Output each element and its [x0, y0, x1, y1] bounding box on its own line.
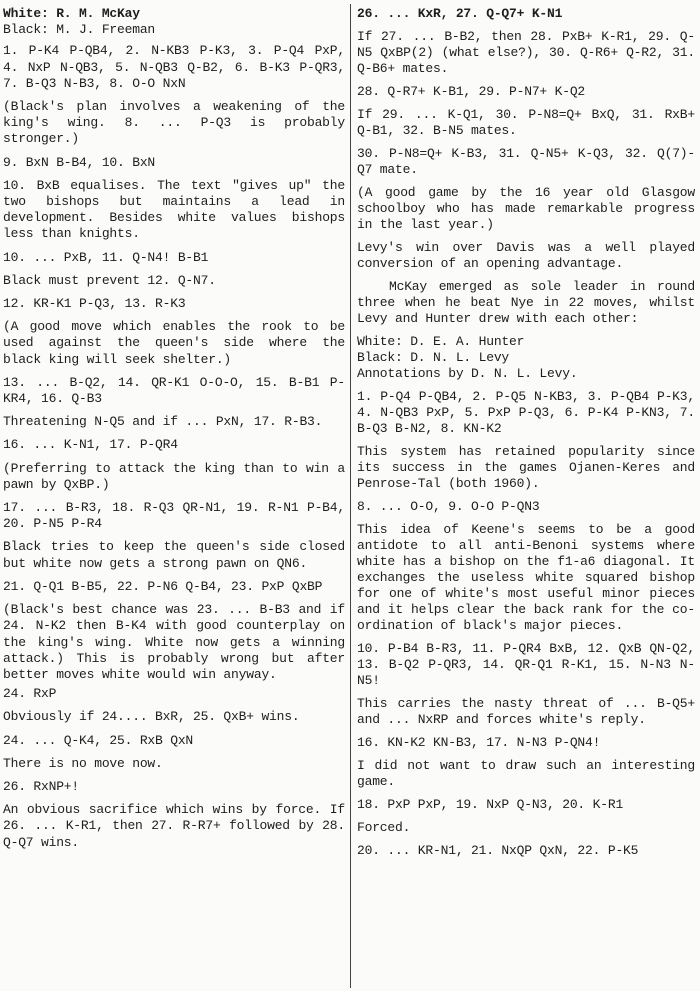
- right-paragraph-20: Forced.: [357, 820, 411, 835]
- right-paragraph-17: 16. KN-K2 KN-B3, 17. N-N3 P-QN4!: [357, 735, 601, 750]
- left-column: [3, 6, 345, 858]
- right-paragraph-12: This system has retained popularity since its success in the games Ojanen-Keres and Penrose-Tal (both 1960).: [357, 444, 695, 491]
- right-paragraph-1: If 27. ... B-B2, then 28. PxB+ K-R1, 29. Q-N5 QxBP(2) (what else?), 30. Q-R6+ Q-R2, 31. Q-B6+ mates.: [357, 29, 695, 76]
- left-paragraph-13: (Preferring to attack the king than to win a pawn by QxBP.): [3, 460, 345, 492]
- left-paragraph-17: (Black's best chance was 23. ... B-B3 and if 24. N-K2 then B-K4 with good counterplay on the king's wing. White now gets a winning attack.) This is probably wrong but after better moves white would win anyway.: [3, 602, 345, 682]
- left-paragraph-11: Threatening N-Q5 and if ... PxN, 17. R-B3.: [3, 414, 323, 430]
- column-divider: [350, 4, 351, 988]
- right-paragraph-21: 20. ... KR-N1, 21. NxQP QxN, 22. P-K5: [357, 843, 639, 858]
- right-paragraph-5: (A good game by the 16 year old Glasgow schoolboy who has made remarkable progress in the last year.): [357, 185, 695, 232]
- right-paragraph-4: 30. P-N8=Q+ K-B3, 31. Q-N5+ K-Q3, 32. Q(7)-Q7 mate.: [357, 146, 695, 177]
- right-paragraph-19: 18. PxP PxP, 19. NxP Q-N3, 20. K-R1: [357, 797, 624, 812]
- left-paragraph-22: 26. RxNP+!: [3, 778, 80, 794]
- left-paragraph-10: 13. ... B-Q2, 14. QR-K1 O-O-O, 15. B-B1 P-KR4, 16. Q-B3: [3, 374, 345, 407]
- left-paragraph-4: 9. BxN B-B4, 10. BxN: [3, 154, 156, 170]
- left-paragraph-23: An obvious sacrifice which wins by force. If 26. ... K-R1, then 27. R-R7+ followed by 28. Q-Q7 wins.: [3, 802, 345, 850]
- left-paragraph-19: Obviously if 24.... BxR, 25. QxB+ wins.: [3, 709, 300, 725]
- right-paragraph-13: 8. ... O-O, 9. O-O P-QN3: [357, 499, 540, 514]
- left-paragraph-0: White: R. M. McKay: [3, 6, 140, 21]
- left-paragraph-21: There is no move now.: [3, 755, 163, 771]
- left-paragraph-9: (A good move which enables the rook to be used against the queen's side where the black king will seek shelter.): [3, 319, 345, 367]
- left-paragraph-14: 17. ... B-R3, 18. R-Q3 QR-N1, 19. R-N1 P-B4, 20. P-N5 P-R4: [3, 500, 345, 532]
- right-paragraph-9: Black: D. N. L. Levy: [357, 350, 510, 365]
- left-paragraph-1: Black: M. J. Freeman: [3, 22, 156, 38]
- right-paragraph-10: Annotations by D. N. L. Levy.: [357, 366, 578, 381]
- left-paragraph-2: 1. P-K4 P-QB4, 2. N-KB3 P-K3, 3. P-Q4 PxP, 4. NxP N-QB3, 5. N-QB3 Q-B2, 6. B-K3 P-QR3, 7. B-Q3 N-B3, 8. O-O NxN: [3, 43, 345, 91]
- right-paragraph-15: 10. P-B4 B-R3, 11. P-QR4 BxB, 12. QxB QN-Q2, 13. B-Q2 P-QR3, 14. QR-Q1 R-K1, 15. N-N3 N-N5!: [357, 641, 695, 688]
- left-paragraph-16: 21. Q-Q1 B-B5, 22. P-N6 Q-B4, 23. PxP QxBP: [3, 578, 323, 594]
- right-paragraph-3: If 29. ... K-Q1, 30. P-N8=Q+ BxQ, 31. RxB+ Q-B1, 32. B-N5 mates.: [357, 107, 695, 138]
- right-paragraph-11: 1. P-Q4 P-QB4, 2. P-Q5 N-KB3, 3. P-QB4 P-K3, 4. N-QB3 PxP, 5. PxP P-Q3, 6. P-K4 P-KN3, 7. B-Q3 B-N2, 8. KN-K2: [357, 389, 695, 436]
- right-paragraph-2: 28. Q-R7+ K-B1, 29. P-N7+ K-Q2: [357, 84, 586, 99]
- right-paragraph-16: This carries the nasty threat of ... B-Q5+ and ... NxRP and forces white's reply.: [357, 696, 695, 727]
- left-paragraph-6: 10. ... PxB, 11. Q-N4! B-B1: [3, 249, 209, 265]
- left-paragraph-7: Black must prevent 12. Q-N7.: [3, 272, 216, 288]
- left-paragraph-15: Black tries to keep the queen's side closed but white now gets a strong pawn on QN6.: [3, 539, 345, 571]
- left-paragraph-3: (Black's plan involves a weakening of the king's wing. 8. ... P-Q3 is probably stronger.): [3, 99, 345, 147]
- right-paragraph-7: McKay emerged as sole leader in round three when he beat Nye in 22 moves, whilst Levy and Hunter drew with each other:: [357, 279, 695, 326]
- right-paragraph-18: I did not want to draw such an interesting game.: [357, 758, 695, 789]
- left-paragraph-5: 10. BxB equalises. The text "gives up" the two bishops but maintains a lead in development. Besides white values bishops less than knights.: [3, 177, 345, 242]
- right-column: [357, 6, 695, 866]
- right-paragraph-8: White: D. E. A. Hunter: [357, 334, 525, 349]
- left-paragraph-20: 24. ... Q-K4, 25. RxB QxN: [3, 732, 194, 748]
- right-paragraph-14: This idea of Keene's seems to be a good antidote to all anti-Benoni systems where white has a bishop on the f1-a6 diagonal. It exchanges the useless white squared bishop for one of white's most useful minor pieces and it helps clear the back rank for the co-ordination of black's major pieces.: [357, 522, 695, 633]
- right-paragraph-0: 26. ... KxR, 27. Q-Q7+ K-N1: [357, 6, 563, 21]
- left-paragraph-8: 12. KR-K1 P-Q3, 13. R-K3: [3, 296, 186, 312]
- right-paragraph-6: Levy's win over Davis was a well played conversion of an opening advantage.: [357, 240, 695, 271]
- left-paragraph-18: 24. RxP: [3, 686, 57, 702]
- left-paragraph-12: 16. ... K-N1, 17. P-QR4: [3, 437, 178, 453]
